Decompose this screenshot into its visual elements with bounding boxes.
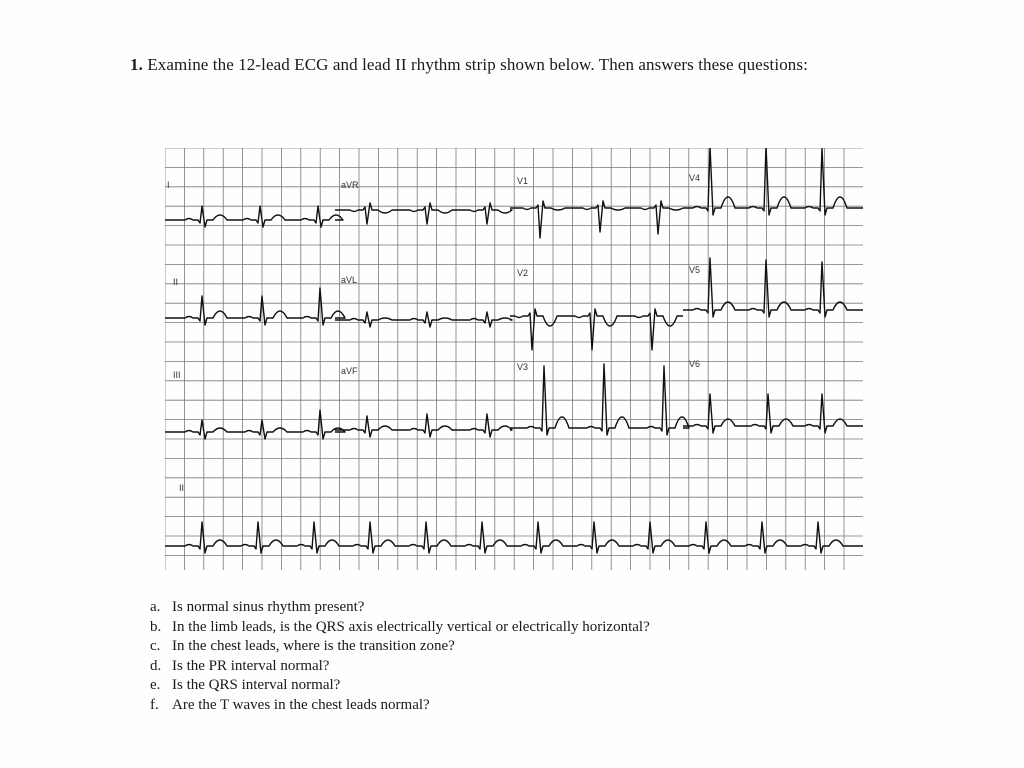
- lead-label-avl: aVL: [341, 275, 358, 285]
- lead-label-v3: V3: [517, 362, 529, 372]
- lead-label-i: I: [167, 180, 170, 190]
- ecg-trace: [335, 312, 512, 327]
- ecg-trace: [510, 364, 689, 435]
- sub-question-e: e. Is the QRS interval normal?: [150, 677, 341, 693]
- ecg-trace: [165, 410, 345, 439]
- question-header: [130, 54, 900, 76]
- ecg-trace: [683, 148, 863, 215]
- ecg-grid: [165, 148, 863, 570]
- sub-question-c: c. In the chest leads, where is the transition zone?: [150, 638, 455, 654]
- sub-question-a: a. Is normal sinus rhythm present?: [150, 599, 365, 615]
- lead-label-v2: V2: [517, 268, 529, 278]
- lead-label-v4: V4: [689, 173, 701, 183]
- lead-label-v6: V6: [689, 359, 701, 369]
- sub-question-f: f. Are the T waves in the chest leads normal?: [150, 696, 430, 713]
- ecg-trace: [683, 258, 863, 317]
- sub-question-b: b. In the limb leads, is the QRS axis electrically vertical or electrically horizontal?: [150, 618, 650, 635]
- lead-label-avf: aVF: [341, 366, 358, 376]
- lead-label-ii-rhythm: II: [179, 483, 185, 493]
- lead-label-v5: V5: [689, 265, 701, 275]
- lead-label-iii: III: [173, 370, 181, 380]
- question-number: 1.: [130, 55, 143, 74]
- sub-question-list: [150, 598, 910, 715]
- ecg-trace: [335, 414, 512, 437]
- ecg-tracing: [165, 148, 863, 570]
- lead-label-ii: II: [173, 277, 179, 287]
- lead-label-avr: aVR: [341, 180, 359, 190]
- ecg-lead-labels: [167, 173, 700, 493]
- ecg-trace: [165, 206, 343, 227]
- ecg-trace: [165, 288, 345, 325]
- ecg-figure: [165, 148, 863, 570]
- question-text: Examine the 12-lead ECG and lead II rhythm strip shown below. Then answers these questions:: [147, 55, 808, 74]
- ecg-trace: [510, 309, 683, 350]
- lead-label-v1: V1: [517, 176, 529, 186]
- sub-question-d: d. Is the PR interval normal?: [150, 657, 330, 674]
